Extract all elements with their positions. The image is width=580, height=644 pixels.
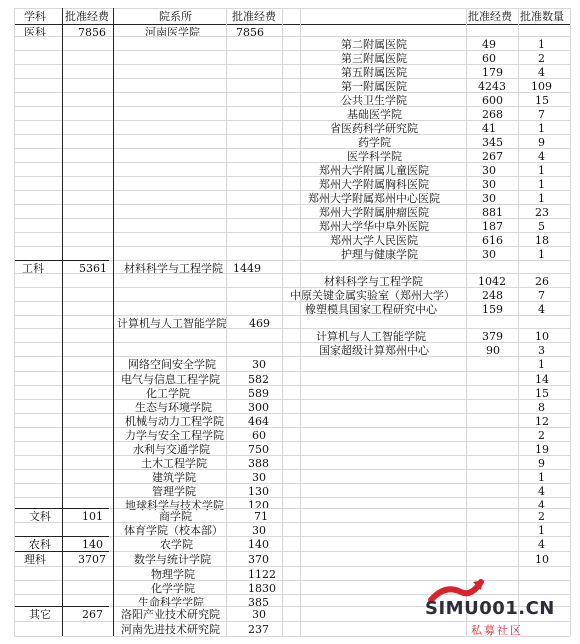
grid-vline [518,8,519,636]
group-name: 农科 [29,538,51,551]
unit-funding: 30 [482,178,496,191]
grid-hline [14,315,570,316]
grid-hline [14,441,570,442]
group-name: 理科 [24,553,46,566]
group-name: 工科 [22,262,44,275]
unit-funding: 49 [482,38,496,51]
college-funding: 60 [252,429,266,442]
grid-hline [14,328,570,329]
group-funding: 267 [82,608,103,621]
unit-count: 9 [538,136,545,149]
college-funding: 1830 [248,582,276,595]
college-name: 管理学院 [152,485,196,498]
unit-name: 郑州大学人民医院 [330,234,418,247]
grid-hline [14,204,570,205]
unit-count: 7 [538,108,545,121]
college-funding: 385 [248,596,269,609]
unit-count: 1 [538,38,545,51]
watermark-brand: SIMU001.CN [425,598,555,619]
unit-funding: 30 [482,192,496,205]
unit-name: 第三附属医院 [341,52,407,65]
college-funding: 30 [252,358,266,371]
unit-count: 4 [538,150,545,163]
college-funding: 582 [248,373,269,386]
unit-count: 18 [535,234,549,247]
count-value: 9 [538,457,545,470]
college-funding: 130 [248,485,269,498]
college-name: 物理学院 [151,568,195,581]
count-value: 4 [538,485,545,498]
unit-funding: 30 [482,248,496,261]
college-name: 地球科学与技术学院 [125,499,224,512]
college-name: 河南先进技术研究院 [121,623,220,636]
grid-hline [14,356,570,357]
count-value: 14 [535,373,549,386]
college-name: 数学与统计学院 [134,553,211,566]
grid-hline [14,246,570,247]
unit-count: 23 [535,206,549,219]
grid-vline [226,8,227,636]
unit-name: 基础医学院 [347,108,402,121]
college-funding: 1122 [248,568,276,581]
group-funding: 5361 [79,262,107,275]
college-name: 机械与动力工程学院 [125,415,224,428]
count-value: 19 [535,443,549,456]
unit-funding: 60 [482,52,496,65]
grid-hline [14,218,570,219]
college-funding: 370 [248,553,269,566]
unit-funding: 1042 [478,275,506,288]
group-funding: 140 [82,538,103,551]
college-name: 材料科学与工程学院 [124,262,223,275]
grid-hline [14,78,570,79]
watermark-logo [397,578,572,640]
unit-count: 26 [535,275,549,288]
college-funding: 30 [252,608,266,621]
grid-vline [62,8,63,636]
count-value: 1 [538,471,545,484]
unit-count: 1 [538,164,545,177]
unit-count: 4 [538,303,545,316]
grid-hline [14,522,570,523]
unit-funding: 248 [482,289,503,302]
unit-funding: 4243 [478,80,506,93]
watermark-subtitle: 私募社区 [471,624,523,637]
college-name: 化工学院 [146,387,190,400]
college-name: 体育学院（校本部） [124,524,223,537]
unit-name: 省医药科学研究院 [330,122,418,135]
group-name: 文科 [29,510,51,523]
college-name: 洛阳产业技术研究院 [121,608,220,621]
grid-hline [14,92,570,93]
unit-funding: 881 [482,206,503,219]
unit-name: 郑州大学华中阜外医院 [319,220,429,233]
grid-hline [14,24,570,25]
grid-hline [14,371,570,372]
unit-funding: 41 [482,122,496,135]
count-value: 1 [538,524,545,537]
unit-count: 1 [538,178,545,191]
unit-count: 7 [538,289,545,302]
header-approved-funding: 批准经费 [65,10,109,23]
college-funding: 30 [252,471,266,484]
college-name: 商学院 [159,510,192,523]
grid-vline [113,8,114,636]
count-value: 10 [535,553,549,566]
grid-hline [14,483,570,484]
unit-funding: 345 [482,136,503,149]
grid-hline [14,566,570,567]
grid-hline [14,120,570,121]
grid-hline [14,148,570,149]
unit-funding: 268 [482,108,503,121]
grid-vline [300,8,301,636]
unit-count: 3 [538,344,545,357]
unit-funding: 179 [482,66,503,79]
college-funding: 750 [248,443,269,456]
college-funding: 237 [248,623,269,636]
unit-funding: 379 [482,330,503,343]
group-funding: 101 [82,510,103,523]
group-name: 其它 [29,608,51,621]
college-funding: 464 [248,415,269,428]
unit-funding: 600 [482,94,503,107]
unit-name: 橡塑模具国家工程研究中心 [305,303,437,316]
grid-hline [14,232,570,233]
college-name: 土木工程学院 [141,457,207,470]
unit-count: 1 [538,192,545,205]
college-name: 建筑学院 [152,471,196,484]
unit-name: 医学科学院 [347,150,402,163]
header-discipline: 学科 [24,10,46,23]
count-value: 2 [538,429,545,442]
grid-hline [14,497,570,498]
college-funding: 7856 [236,26,264,39]
college-funding: 589 [248,387,269,400]
count-value: 1 [538,358,545,371]
unit-name: 材料科学与工程学院 [324,275,423,288]
unit-count: 1 [538,122,545,135]
header-approved-funding: 批准经费 [468,10,512,23]
grid-hline [14,106,570,107]
count-value: 8 [538,401,545,414]
unit-name: 郑州大学附属肿瘤医院 [319,206,429,219]
group-funding: 7856 [78,26,106,39]
grid-hline [14,64,570,65]
grid-hline [14,385,570,386]
grid-hline [14,469,570,470]
unit-count: 1 [538,248,545,261]
grid-hline [14,455,570,456]
unit-count: 5 [538,220,545,233]
unit-name: 郑州大学附属郑州中心医院 [308,192,440,205]
college-funding: 140 [248,538,269,551]
group-name: 医科 [24,26,46,39]
unit-count: 4 [538,66,545,79]
grid-hline [14,273,570,274]
grid-hline [14,342,570,343]
unit-name: 公共卫生学院 [341,94,407,107]
header-approved-funding: 批准经费 [232,10,276,23]
unit-name: 中原关键金属实验室（郑州大学） [290,289,455,302]
college-name: 力学与安全工程学院 [125,429,224,442]
college-name: 水利与交通学院 [133,443,210,456]
college-funding: 120 [248,499,269,512]
grid-hline [14,301,570,302]
grid-hline [14,50,570,51]
unit-funding: 90 [486,344,500,357]
unit-name: 国家超级计算郑州中心 [319,344,429,357]
unit-funding: 159 [482,303,503,316]
grid-hline [14,413,570,414]
grid-hline [14,176,570,177]
unit-count: 2 [538,52,545,65]
college-funding: 30 [252,524,266,537]
college-funding: 71 [254,510,268,523]
college-name: 河南医学院 [145,26,200,39]
grid-hline [14,287,570,288]
unit-name: 第一附属医院 [341,80,407,93]
unit-name: 第五附属医院 [341,66,407,79]
grid-hline [14,427,570,428]
count-value: 4 [538,499,545,512]
grid-hline [14,399,570,400]
grid-hline [14,162,570,163]
header-college: 院系所 [159,10,192,23]
unit-name: 护理与健康学院 [341,248,418,261]
grid-hline [14,134,570,135]
college-name: 电气与信息工程学院 [121,373,220,386]
count-value: 12 [535,415,549,428]
grid-vline [570,8,571,636]
college-name: 化学学院 [151,582,195,595]
count-value: 4 [538,538,545,551]
grid-hline [14,190,570,191]
grid-vline [282,8,283,636]
college-name: 生命科学学院 [138,596,204,609]
college-funding: 469 [249,317,270,330]
grid-hline [14,36,570,37]
unit-name: 郑州大学附属胸科医院 [319,178,429,191]
unit-name: 计算机与人工智能学院 [316,330,426,343]
college-name: 生态与环境学院 [135,401,212,414]
unit-funding: 30 [482,164,496,177]
unit-count: 109 [531,80,552,93]
unit-name: 药学院 [358,136,391,149]
grid-vline [14,8,15,636]
count-value: 2 [538,510,545,523]
grid-hline [14,8,570,9]
unit-count: 10 [535,330,549,343]
group-funding: 3707 [78,553,106,566]
college-name: 计算机与人工智能学院 [117,317,227,330]
grid-vline [466,8,467,636]
unit-name: 第二附属医院 [341,38,407,51]
header-approved-count: 批准数量 [520,10,564,23]
count-value: 15 [535,387,549,400]
college-name: 网络空间安全学院 [128,358,216,371]
unit-count: 15 [535,94,549,107]
college-funding: 388 [248,457,269,470]
college-funding: 1449 [233,262,261,275]
unit-name: 郑州大学附属儿童医院 [319,164,429,177]
unit-funding: 616 [482,234,503,247]
unit-funding: 187 [482,220,503,233]
unit-funding: 267 [482,150,503,163]
college-funding: 300 [248,401,269,414]
college-name: 农学院 [160,538,193,551]
